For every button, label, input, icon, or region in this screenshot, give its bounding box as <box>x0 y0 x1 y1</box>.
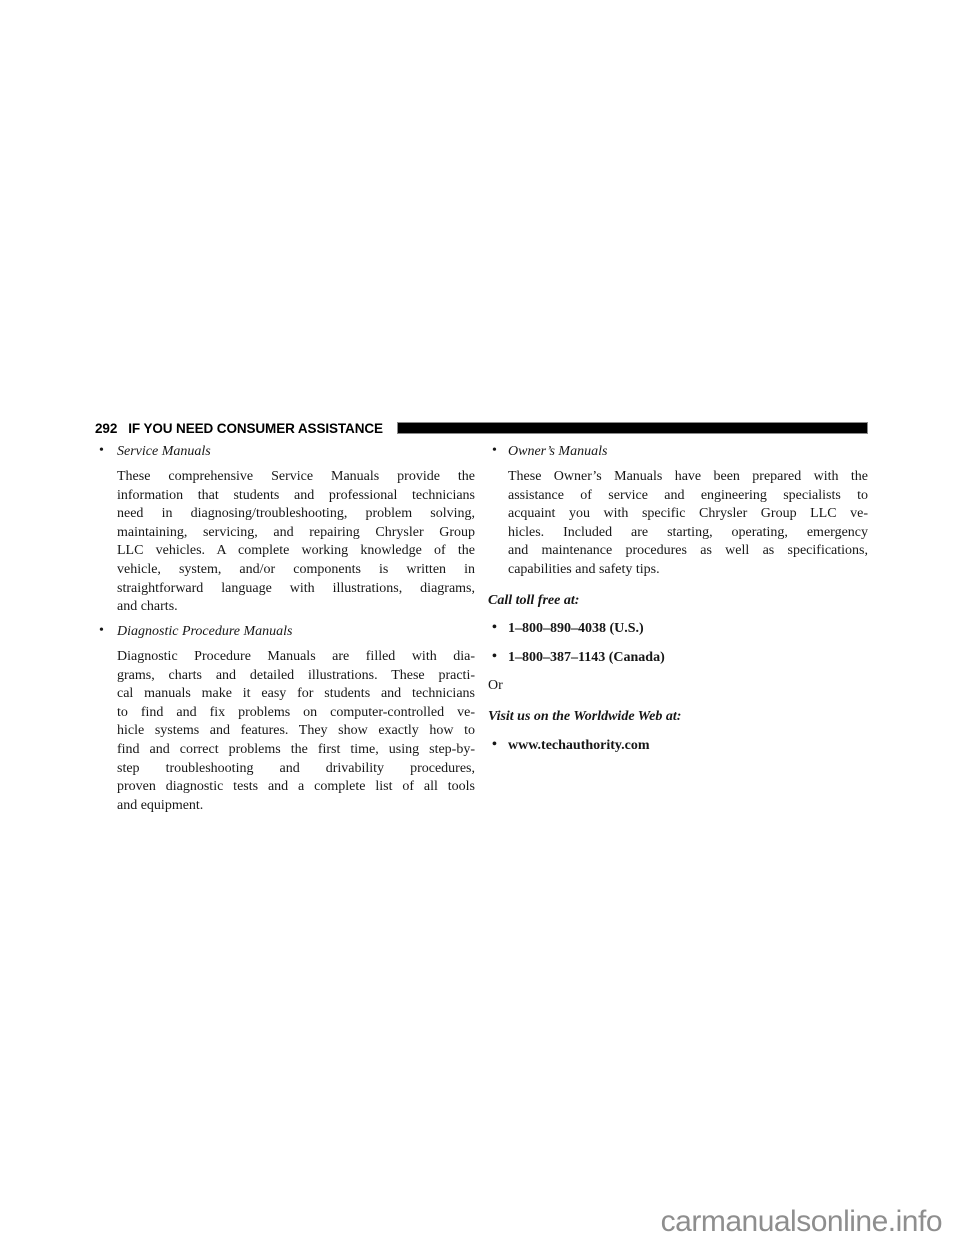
watermark: carmanualsonline.info <box>660 1205 942 1238</box>
service-manuals-label: Service Manuals <box>117 444 211 459</box>
phone-number-us: 1–800–890–4038 (U.S.) <box>508 621 644 637</box>
page-number: 292 <box>95 420 118 436</box>
or-text: Or <box>488 678 503 694</box>
list-item-owners-manuals <box>488 443 868 462</box>
website-text: www.techauthority.com <box>508 737 650 753</box>
list-item-website <box>488 737 868 756</box>
owners-manuals-label: Owner’s Manuals <box>508 444 608 459</box>
two-column-layout <box>95 443 868 815</box>
diagnostic-procedure-manuals-label: Diagnostic Procedure Manuals <box>117 623 293 639</box>
list-item-diagnostic-procedure-manuals <box>95 623 475 642</box>
phone-number-canada: 1–800–387–1143 (Canada) <box>508 649 665 665</box>
call-toll-free-heading: Call toll free at: <box>488 592 580 608</box>
owners-manuals-paragraph: These Owner’s Manuals have been prepared with the assistance of service and engineering specialists to acquaint you with specific Chrysler Group LLC ve- hicles. Included are starting, operating, emergency and maintenance procedures as well as specifications, capabilities and safety tips. <box>508 469 868 578</box>
bullet-icon: • <box>492 648 497 664</box>
page-header <box>95 420 868 436</box>
bullet-icon: • <box>99 622 104 638</box>
service-manuals-paragraph: These comprehensive Service Manuals provide the information that students and professional technicians need in diagnosing/troubleshooting, problem solving, maintaining, servicing, and repairing Chrysler Group LLC vehicles. A complete working knowledge of the vehicle, system, and/or components is written in straightforward language with illustrations, diagrams, and charts. <box>117 469 475 615</box>
bullet-icon: • <box>492 736 497 752</box>
diagnostic-procedure-manuals-paragraph: Diagnostic Procedure Manuals are filled with dia- grams, charts and detailed illustrations. These practi- cal manuals make it easy for students and technicians to find and fix problems on computer-controlled ve- hicle systems and features. They show exactly how to find and correct problems the first time, using step-by- step troubleshooting and drivability procedures, proven diagnostic tests and a complete list of all tools and equipment. <box>117 648 475 813</box>
list-item-service-manuals <box>95 443 475 462</box>
list-item-phone-us <box>488 620 868 639</box>
left-column <box>95 443 475 815</box>
list-item-phone-canada <box>488 649 868 668</box>
bullet-icon: • <box>99 443 104 458</box>
worldwide-web-heading: Visit us on the Worldwide Web at: <box>488 709 682 725</box>
right-column <box>488 443 868 815</box>
bullet-icon: • <box>492 443 497 458</box>
bullet-icon: • <box>492 620 497 636</box>
chapter-title: IF YOU NEED CONSUMER ASSISTANCE <box>128 420 383 436</box>
header-bar <box>397 422 868 434</box>
